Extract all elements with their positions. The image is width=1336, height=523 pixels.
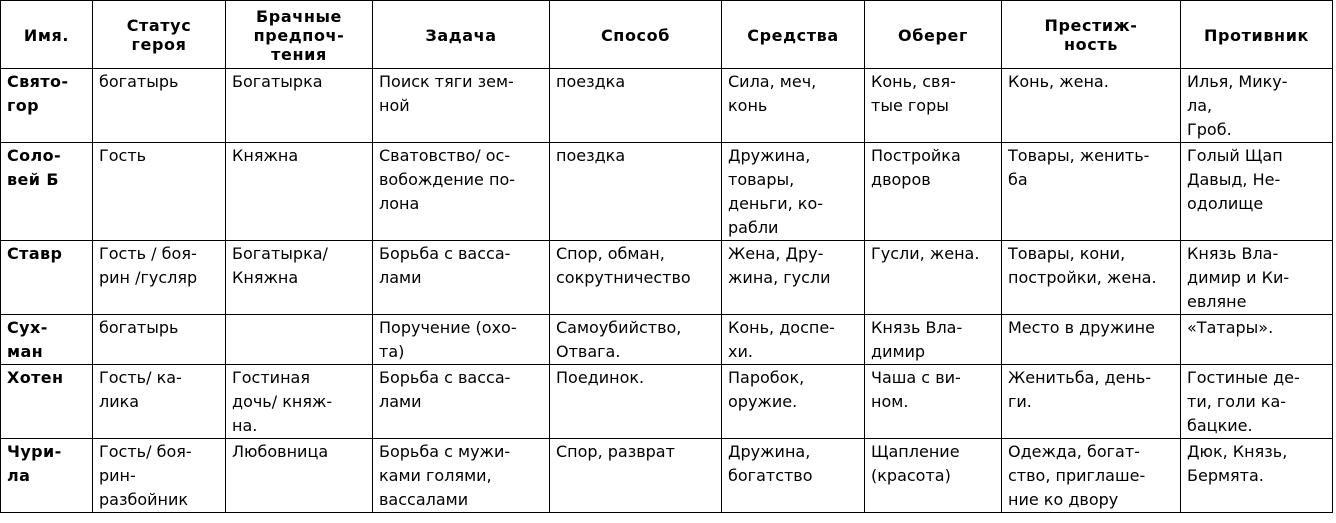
cell-method: Поединок. xyxy=(550,365,722,439)
table-row xyxy=(1,241,1333,315)
cell-means: Дружина, богатство xyxy=(722,439,865,513)
cell-marriage-preferences: Гостиная дочь/ княж- на. xyxy=(226,365,373,439)
cell-status: богатырь xyxy=(93,315,226,365)
cell-method: Спор, разврат xyxy=(550,439,722,513)
cell-task: Борьба с мужи- ками голями, вассалами xyxy=(373,439,550,513)
cell-prestige: Товары, женить- ба xyxy=(1002,143,1181,241)
header-method: Способ xyxy=(550,1,722,69)
table-row xyxy=(1,315,1333,365)
cell-opponent: Гостиные де- ти, голи ка- бацкие. xyxy=(1181,365,1333,439)
cell-prestige: Конь, жена. xyxy=(1002,69,1181,143)
cell-amulet: Конь, свя- тые горы xyxy=(865,69,1002,143)
cell-amulet: Гусли, жена. xyxy=(865,241,1002,315)
cell-means: Жена, Дру- жина, гусли xyxy=(722,241,865,315)
cell-task: Поиск тяги зем- ной xyxy=(373,69,550,143)
table-row xyxy=(1,365,1333,439)
header-means: Средства xyxy=(722,1,865,69)
cell-means: Дружина, товары, деньги, ко- рабли xyxy=(722,143,865,241)
cell-method: поездка xyxy=(550,143,722,241)
cell-opponent: Илья, Мику- ла, Гроб. xyxy=(1181,69,1333,143)
cell-opponent: «Татары». xyxy=(1181,315,1333,365)
cell-name: Сух- ман xyxy=(1,315,93,365)
cell-amulet: Чаша с ви- ном. xyxy=(865,365,1002,439)
cell-method: поездка xyxy=(550,69,722,143)
cell-name: Ставр xyxy=(1,241,93,315)
cell-status: Гость / боя- рин /гусляр xyxy=(93,241,226,315)
cell-amulet: Щапление (красота) xyxy=(865,439,1002,513)
cell-means: Паробок, оружие. xyxy=(722,365,865,439)
header-marriage-preferences: Брачные предпоч- тения xyxy=(226,1,373,69)
header-status: Статус героя xyxy=(93,1,226,69)
header-amulet: Оберег xyxy=(865,1,1002,69)
cell-name: Свято- гор xyxy=(1,69,93,143)
cell-prestige: Место в дружине xyxy=(1002,315,1181,365)
table-row xyxy=(1,69,1333,143)
table-row xyxy=(1,143,1333,241)
header-task: Задача xyxy=(373,1,550,69)
cell-means: Конь, доспе- хи. xyxy=(722,315,865,365)
header-name: Имя. xyxy=(1,1,93,69)
cell-task: Борьба с васса- лами xyxy=(373,241,550,315)
cell-marriage-preferences: Богатырка/ Княжна xyxy=(226,241,373,315)
cell-method: Самоубийство, Отвага. xyxy=(550,315,722,365)
cell-marriage-preferences: Богатырка xyxy=(226,69,373,143)
cell-status: Гость/ боя- рин- разбойник xyxy=(93,439,226,513)
cell-status: богатырь xyxy=(93,69,226,143)
cell-status: Гость/ ка- лика xyxy=(93,365,226,439)
cell-status: Гость xyxy=(93,143,226,241)
cell-amulet: Постройка дворов xyxy=(865,143,1002,241)
cell-task: Борьба с васса- лами xyxy=(373,365,550,439)
cell-task: Поручение (охо- та) xyxy=(373,315,550,365)
cell-prestige: Товары, кони, постройки, жена. xyxy=(1002,241,1181,315)
cell-marriage-preferences: Любовница xyxy=(226,439,373,513)
cell-opponent: Князь Вла- димир и Ки- евляне xyxy=(1181,241,1333,315)
table-row xyxy=(1,439,1333,513)
cell-amulet: Князь Вла- димир xyxy=(865,315,1002,365)
cell-prestige: Одежда, богат- ство, приглаше- ние ко двору xyxy=(1002,439,1181,513)
cell-opponent: Дюк, Князь, Бермята. xyxy=(1181,439,1333,513)
header-prestige: Престиж- ность xyxy=(1002,1,1181,69)
cell-prestige: Женитьба, день- ги. xyxy=(1002,365,1181,439)
cell-name: Чури- ла xyxy=(1,439,93,513)
cell-opponent: Голый Щап Давыд, Не- одолище xyxy=(1181,143,1333,241)
cell-means: Сила, меч, конь xyxy=(722,69,865,143)
header-row xyxy=(1,1,1333,69)
cell-name: Соло- вей Б xyxy=(1,143,93,241)
header-opponent: Противник xyxy=(1181,1,1333,69)
cell-marriage-preferences xyxy=(226,315,373,365)
cell-name: Хотен xyxy=(1,365,93,439)
cell-method: Спор, обман, сокрутничество xyxy=(550,241,722,315)
cell-task: Сватовство/ ос- вобождение по- лона xyxy=(373,143,550,241)
cell-marriage-preferences: Княжна xyxy=(226,143,373,241)
